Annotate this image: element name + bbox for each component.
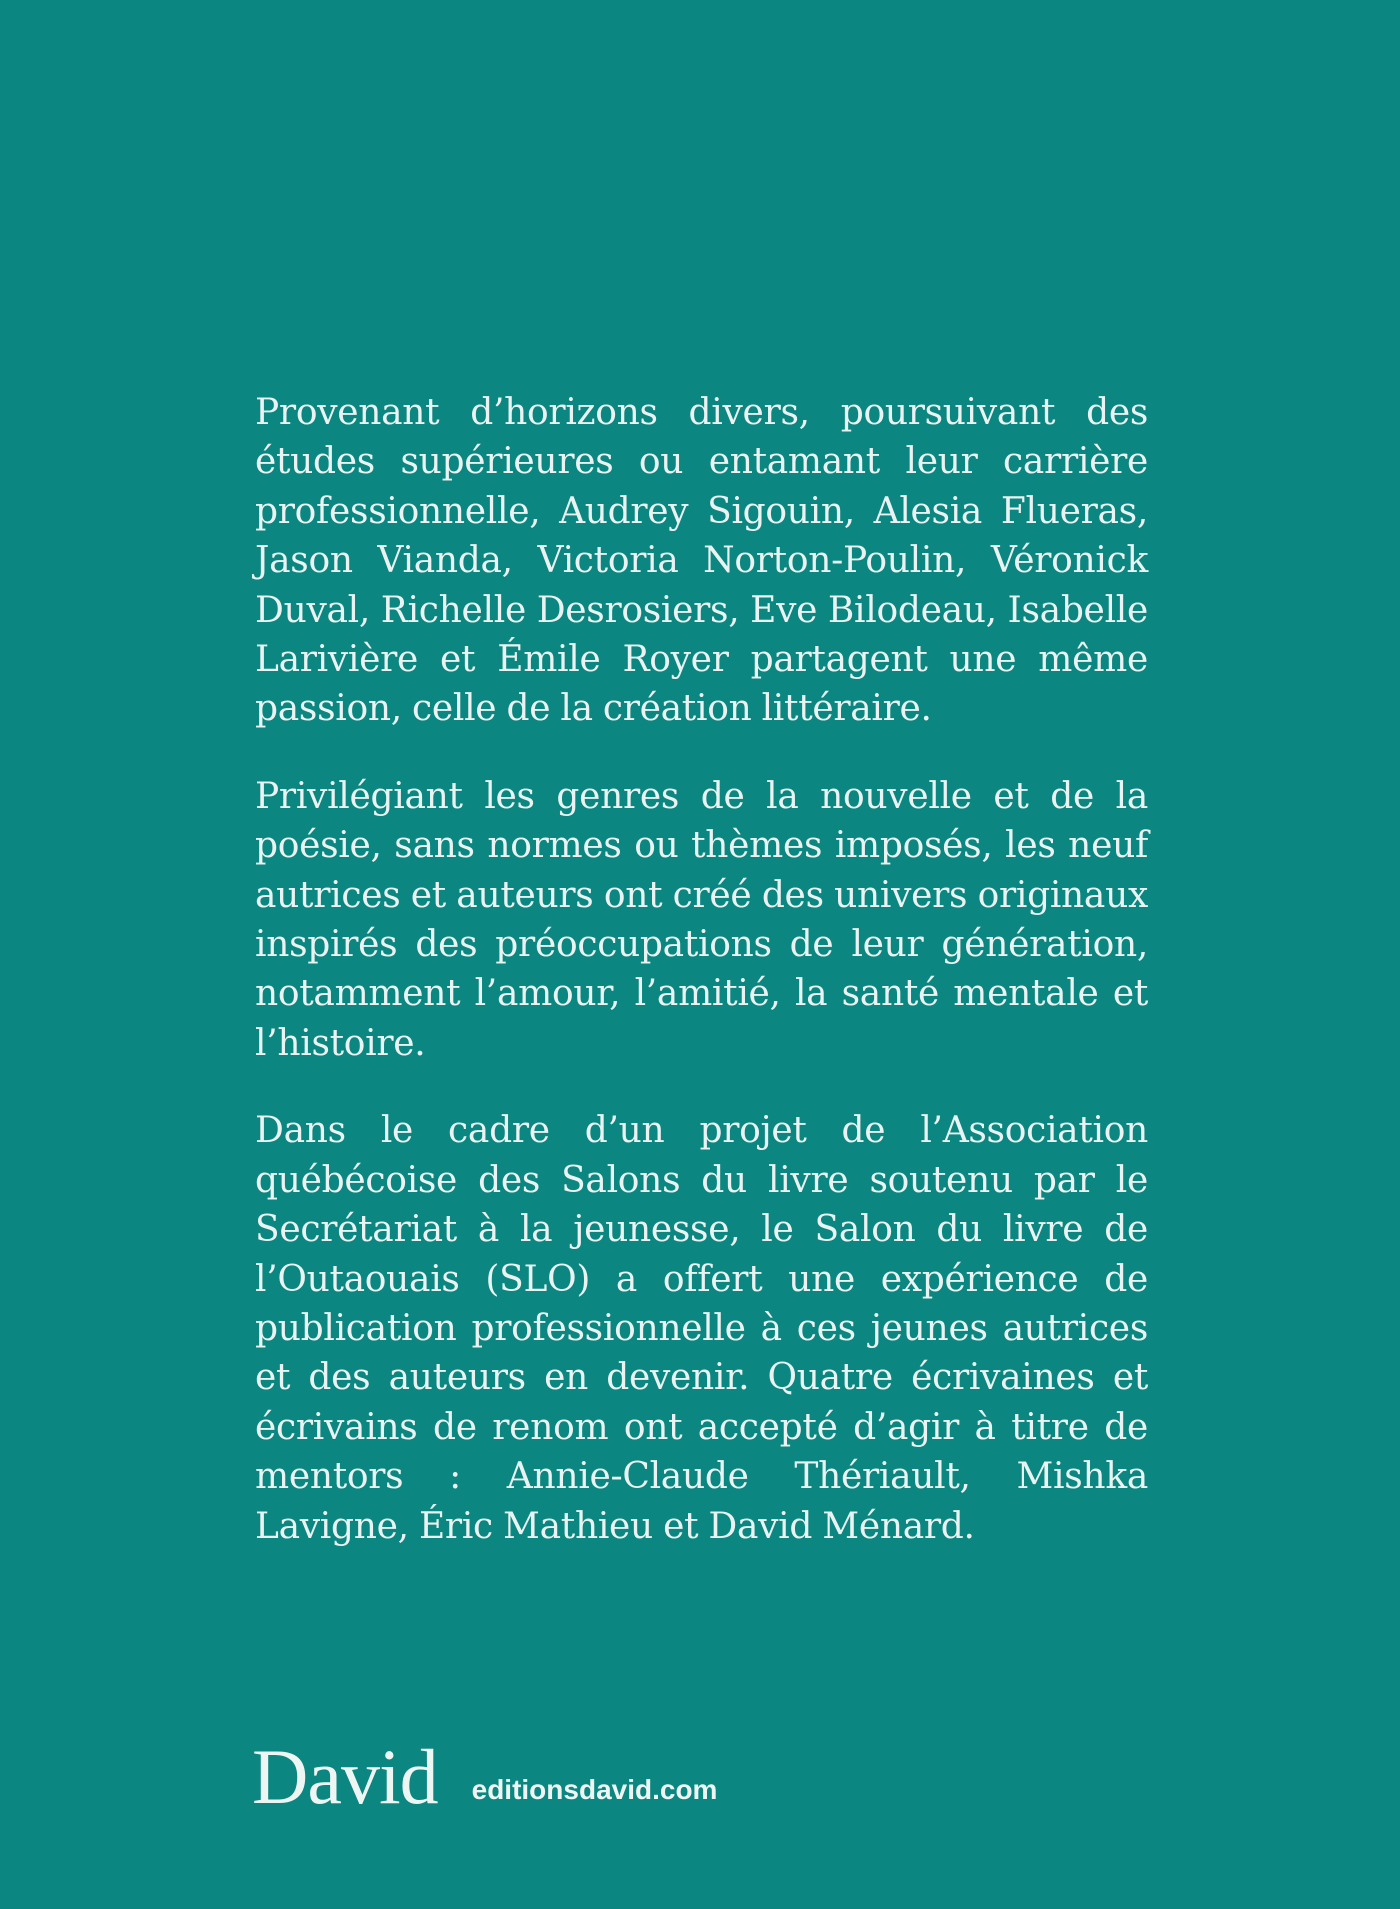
blurb-paragraph-3: Dans le cadre d’un projet de l’Association québécoise des Salons du livre soutenu par le Secrétariat à la jeunesse, le Salon du livre de l’Outaouais (SLO) a offert une expérience de publication professionnelle à ces jeunes autrices et des auteurs en devenir. Quatre écrivaines et écrivains de renom ont accepté d’agir à titre de mentors : Annie-Claude Thériault, Mishka Lavigne, Éric Mathieu et David Ménard. <box>255 1110 1148 1547</box>
blurb-paragraph-2: Privilégiant les genres de la nouvelle et de la poésie, sans normes ou thèmes imposés, les neuf autrices et auteurs ont créé des univers originaux inspirés des préoccupations de leur génération, notamment l’amour, l’amitié, la santé mentale et l’histoire. <box>255 775 1148 1064</box>
blurb-text <box>255 388 1148 1589</box>
publisher-block <box>252 1733 718 1820</box>
publisher-website: editionsdavid.com <box>471 1774 718 1805</box>
blurb-paragraph-1: Provenant d’horizons divers, poursuivant des études supérieures ou entamant leur carrière professionnelle, Audrey Sigouin, Alesia Flueras, Jason Vianda, Victoria Norton-Poulin, Véronick Duval, Richelle Desrosiers, Eve Bilodeau, Isabelle Larivière et Émile Royer partagent une même passion, celle de la création littéraire. <box>255 392 1148 730</box>
publisher-logo: David <box>252 1733 438 1820</box>
